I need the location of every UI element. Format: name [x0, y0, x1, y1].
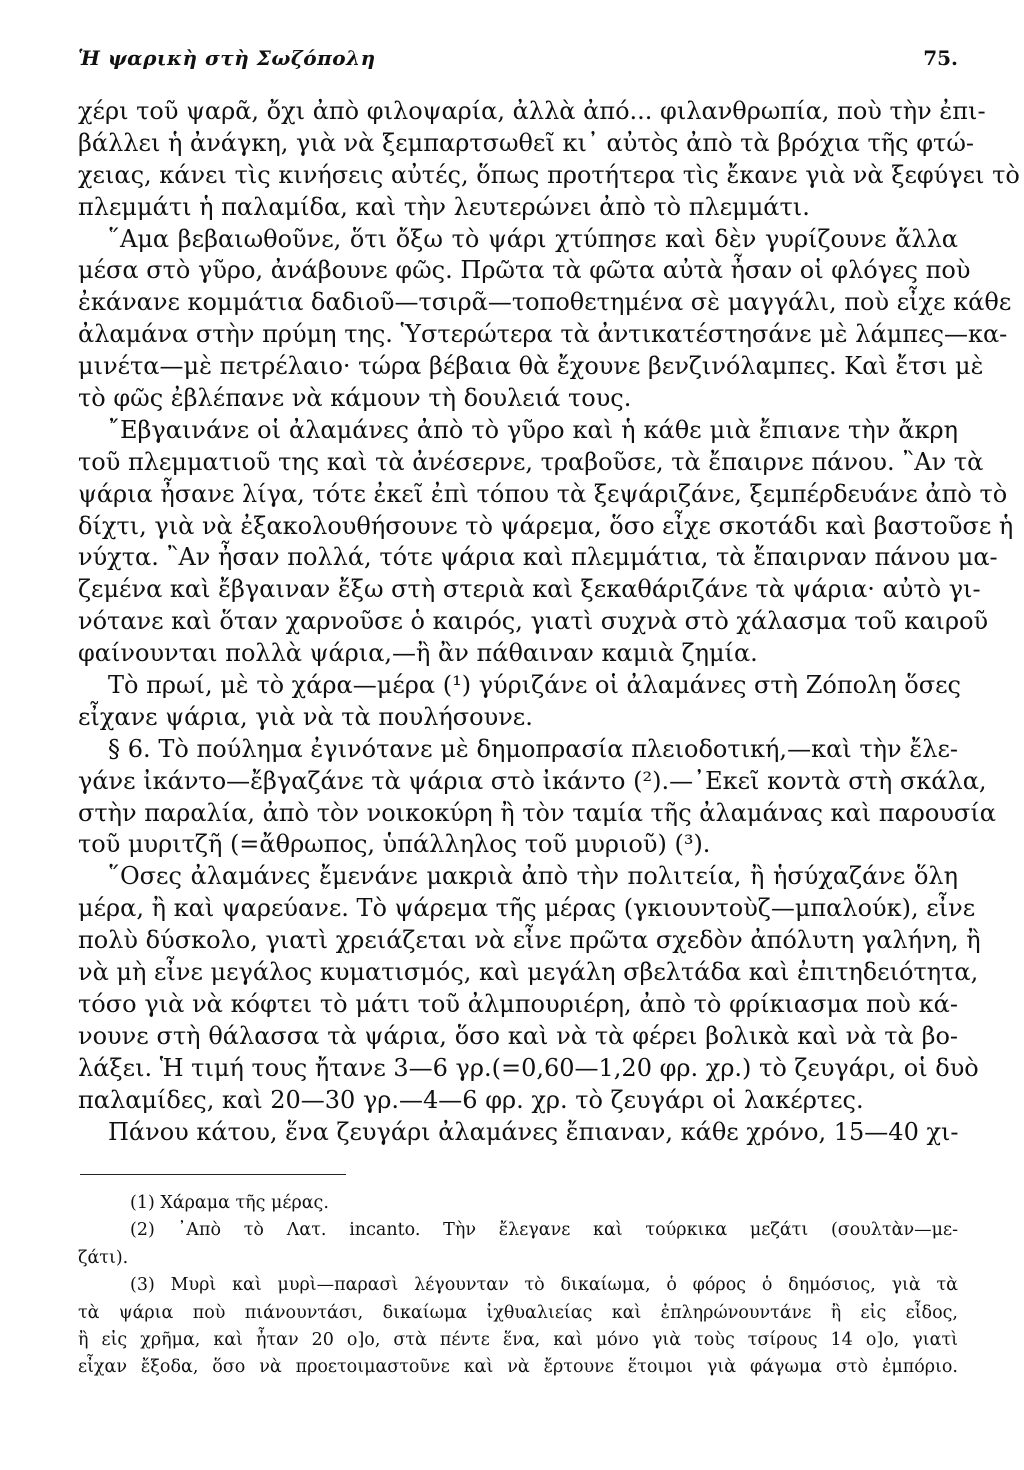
- text-line: ἐκάνανε κομμάτια δαδιοῦ—τσιρᾶ—τοποθετημένα σὲ μαγγάλι, ποὺ εἶχε κάθε: [78, 288, 1012, 317]
- text-line: τοῦ μυριτζῆ (=ἄθρωπος, ὑπάλληλος τοῦ μυριοῦ) (³).: [78, 830, 711, 859]
- text-line: ψάρια ἦσανε λίγα, τότε ἐκεῖ ἐπὶ τόπου τὰ ξεψάριζάνε, ξεμπέρδευάνε ἀπὸ τὸ: [78, 479, 1008, 508]
- footnote-3-continued: τὰ ψάρια ποὺ πιάνουντάσι, δικαίωμα ἰχθυαλιείας καὶ ἐπληρώνουντάνε ἢ εἰς εἶδος,: [78, 1302, 958, 1323]
- footnote-3: (3) Μυρὶ καὶ μυρὶ—παρασὶ λέγουνταν τὸ δικαίωμα, ὁ φόρος ὁ δημόσιος, γιὰ τὰ: [130, 1275, 958, 1296]
- text-line: νὰ μὴ εἶνε μεγάλος κυματισμός, καὶ μεγάλη σβελτάδα καὶ ἐπιτηδειότητα,: [78, 958, 979, 987]
- text-line: λάξει. Ἡ τιμή τους ἤτανε 3—6 γρ.(=0,60—1,20 φρ. χρ.) τὸ ζευγάρι, οἱ δυὸ: [78, 1053, 979, 1082]
- footnote-separator: [80, 1174, 346, 1175]
- text-line: βάλλει ἡ ἀνάγκη, γιὰ νὰ ξεμπαρτσωθεῖ κι᾽ αὐτὸς ἀπὸ τὰ βρόχια τῆς φτώ-: [78, 128, 974, 157]
- text-line: μέσα στὸ γῦρο, ἀνάβουνε φῶς. Πρῶτα τὰ φῶτα αὐτὰ ἦσαν οἱ φλόγες ποὺ: [78, 256, 971, 285]
- text-line: φαίνουνται πολλὰ ψάρια,—ἢ ἂν πάθαιναν καμιὰ ζημία.: [78, 639, 758, 668]
- text-line: μέρα, ἢ καὶ ψαρεύανε. Τὸ ψάρεμα τῆς μέρας (γκιουντοὺζ—μπαλούκ), εἶνε: [78, 894, 976, 923]
- text-line: ῞Αμα βεβαιωθοῦνε, ὅτι ὄξω τὸ ψάρι χτύπησε καὶ δὲν γυρίζουνε ἄλλα: [108, 224, 958, 253]
- text-line: ζεμένα καὶ ἔβγαιναν ἔξω στὴ στεριὰ καὶ ξεκαθάριζάνε τὰ ψάρια· αὐτὸ γι-: [78, 575, 981, 604]
- text-line: στὴν παραλία, ἀπὸ τὸν νοικοκύρη ἢ τὸν ταμία τῆς ἀλαμάνας καὶ παρουσία: [78, 798, 996, 827]
- footnote-1: (1) Χάραμα τῆς μέρας.: [130, 1193, 329, 1213]
- footnote-3-continued: εἶχαν ἔξοδα, ὅσο νὰ προετοιμαστοῦνε καὶ νὰ ἔρτουνε ἕτοιμοι γιὰ φάγωμα στὸ ἐμπόριο.: [78, 1357, 958, 1378]
- text-line: δίχτι, γιὰ νὰ ἐξακολουθήσουνε τὸ ψάρεμα, ὅσο εἶχε σκοτάδι καὶ βαστοῦσε ἡ: [78, 511, 1014, 540]
- running-title: Ἡ ψαρικὴ στὴ Σωζόπολη: [78, 46, 376, 70]
- text-line: μινέτα—μὲ πετρέλαιο· τώρα βέβαια θὰ ἔχουνε βενζινόλαμπες. Καὶ ἔτσι μὲ: [78, 352, 984, 381]
- body-text: [78, 96, 1020, 1148]
- running-head: [78, 46, 958, 80]
- text-line: νουνε στὴ θάλασσα τὰ ψάρια, ὅσο καὶ νὰ τὰ φέρει βολικὰ καὶ νὰ τὰ βο-: [78, 1021, 958, 1050]
- footnotes: [78, 1190, 958, 1382]
- text-line: ἀλαμάνα στὴν πρύμη της. Ὑστερώτερα τὰ ἀντικατέστησάνε μὲ λάμπες—κα-: [78, 320, 1008, 349]
- text-line: χειας, κάνει τὶς κινήσεις αὐτές, ὅπως προτήτερα τὶς ἔκανε γιὰ νὰ ξεφύγει τὸ: [78, 160, 1020, 189]
- footnote-2-continued: ζάτι).: [78, 1247, 129, 1268]
- text-line: παλαμίδες, καὶ 20—30 γρ.—4—6 φρ. χρ. τὸ ζευγάρι οἱ λακέρτες.: [78, 1085, 864, 1114]
- text-line: νύχτα. ῍Αν ἦσαν πολλά, τότε ψάρια καὶ πλεμμάτια, τὰ ἔπαιρναν πάνου μα-: [78, 543, 998, 572]
- footnote-2: (2) ᾽Απὸ τὸ Λατ. incanto. Τὴν ἔλεγανε καὶ τούρκικα μεζάτι (σουλτὰν—με-: [130, 1220, 958, 1241]
- text-line: ῞Οσες ἀλαμάνες ἔμενάνε μακριὰ ἀπὸ τὴν πολιτεία, ἢ ἡσύχαζάνε ὅλη: [108, 862, 958, 891]
- text-line: γάνε ἰκάντο—ἔβγαζάνε τὰ ψάρια στὸ ἰκάντο (²).—᾽Εκεῖ κοντὰ στὴ σκάλα,: [78, 766, 987, 795]
- text-line: τοῦ πλεμματιοῦ της καὶ τὰ ἀνέσερνε, τραβοῦσε, τὰ ἔπαιρνε πάνου. ῍Αν τὰ: [78, 447, 984, 476]
- text-line: τόσο γιὰ νὰ κόφτει τὸ μάτι τοῦ ἀλμπουριέρη, ἀπὸ τὸ φρίκιασμα ποὺ κά-: [78, 989, 958, 1018]
- text-line: χέρι τοῦ ψαρᾶ, ὄχι ἀπὸ φιλοψαρία, ἀλλὰ ἀπό... φιλανθρωπία, ποὺ τὴν ἐπι-: [78, 97, 986, 125]
- text-line: τὸ φῶς ἐβλέπανε νὰ κάμουν τὴ δουλειά τους.: [78, 384, 632, 413]
- text-line: ῎Εβγαινάνε οἱ ἀλαμάνες ἀπὸ τὸ γῦρο καὶ ἡ κάθε μιὰ ἔπιανε τὴν ἄκρη: [108, 415, 958, 444]
- text-line: νότανε καὶ ὅταν χαρνοῦσε ὁ καιρός, γιατὶ συχνὰ στὸ χάλασμα τοῦ καιροῦ: [78, 607, 989, 636]
- page-number: 75.: [923, 46, 958, 70]
- text-line: Τὸ πρωί, μὲ τὸ χάρα—μέρα (¹) γύριζάνε οἱ ἀλαμάνες στὴ Ζόπολη ὅσες: [108, 671, 961, 700]
- text-line: Πάνου κάτου, ἕνα ζευγάρι ἀλαμάνες ἔπιαναν, κάθε χρόνο, 15—40 χι-: [108, 1117, 959, 1146]
- text-line: πολὺ δύσκολο, γιατὶ χρειάζεται νὰ εἶνε πρῶτα σχεδὸν ἀπόλυτη γαλήνη, ἢ: [78, 926, 981, 955]
- section-heading-line: § 6. Τὸ πούλημα ἐγινότανε μὲ δημοπρασία πλειοδοτική,—καὶ τὴν ἔλε-: [108, 734, 958, 763]
- text-line: πλεμμάτι ἡ παλαμίδα, καὶ τὴν λευτερώνει ἀπὸ τὸ πλεμμάτι.: [78, 192, 810, 221]
- text-line: εἶχανε ψάρια, γιὰ νὰ τὰ πουλήσουνε.: [78, 702, 533, 731]
- footnote-3-continued: ἢ εἰς χρῆμα, καὶ ἦταν 20 ο]ο, στὰ πέντε ἕνα, καὶ μόνο γιὰ τοὺς τσίρους 14 ο]ο, γιατὶ: [78, 1329, 958, 1350]
